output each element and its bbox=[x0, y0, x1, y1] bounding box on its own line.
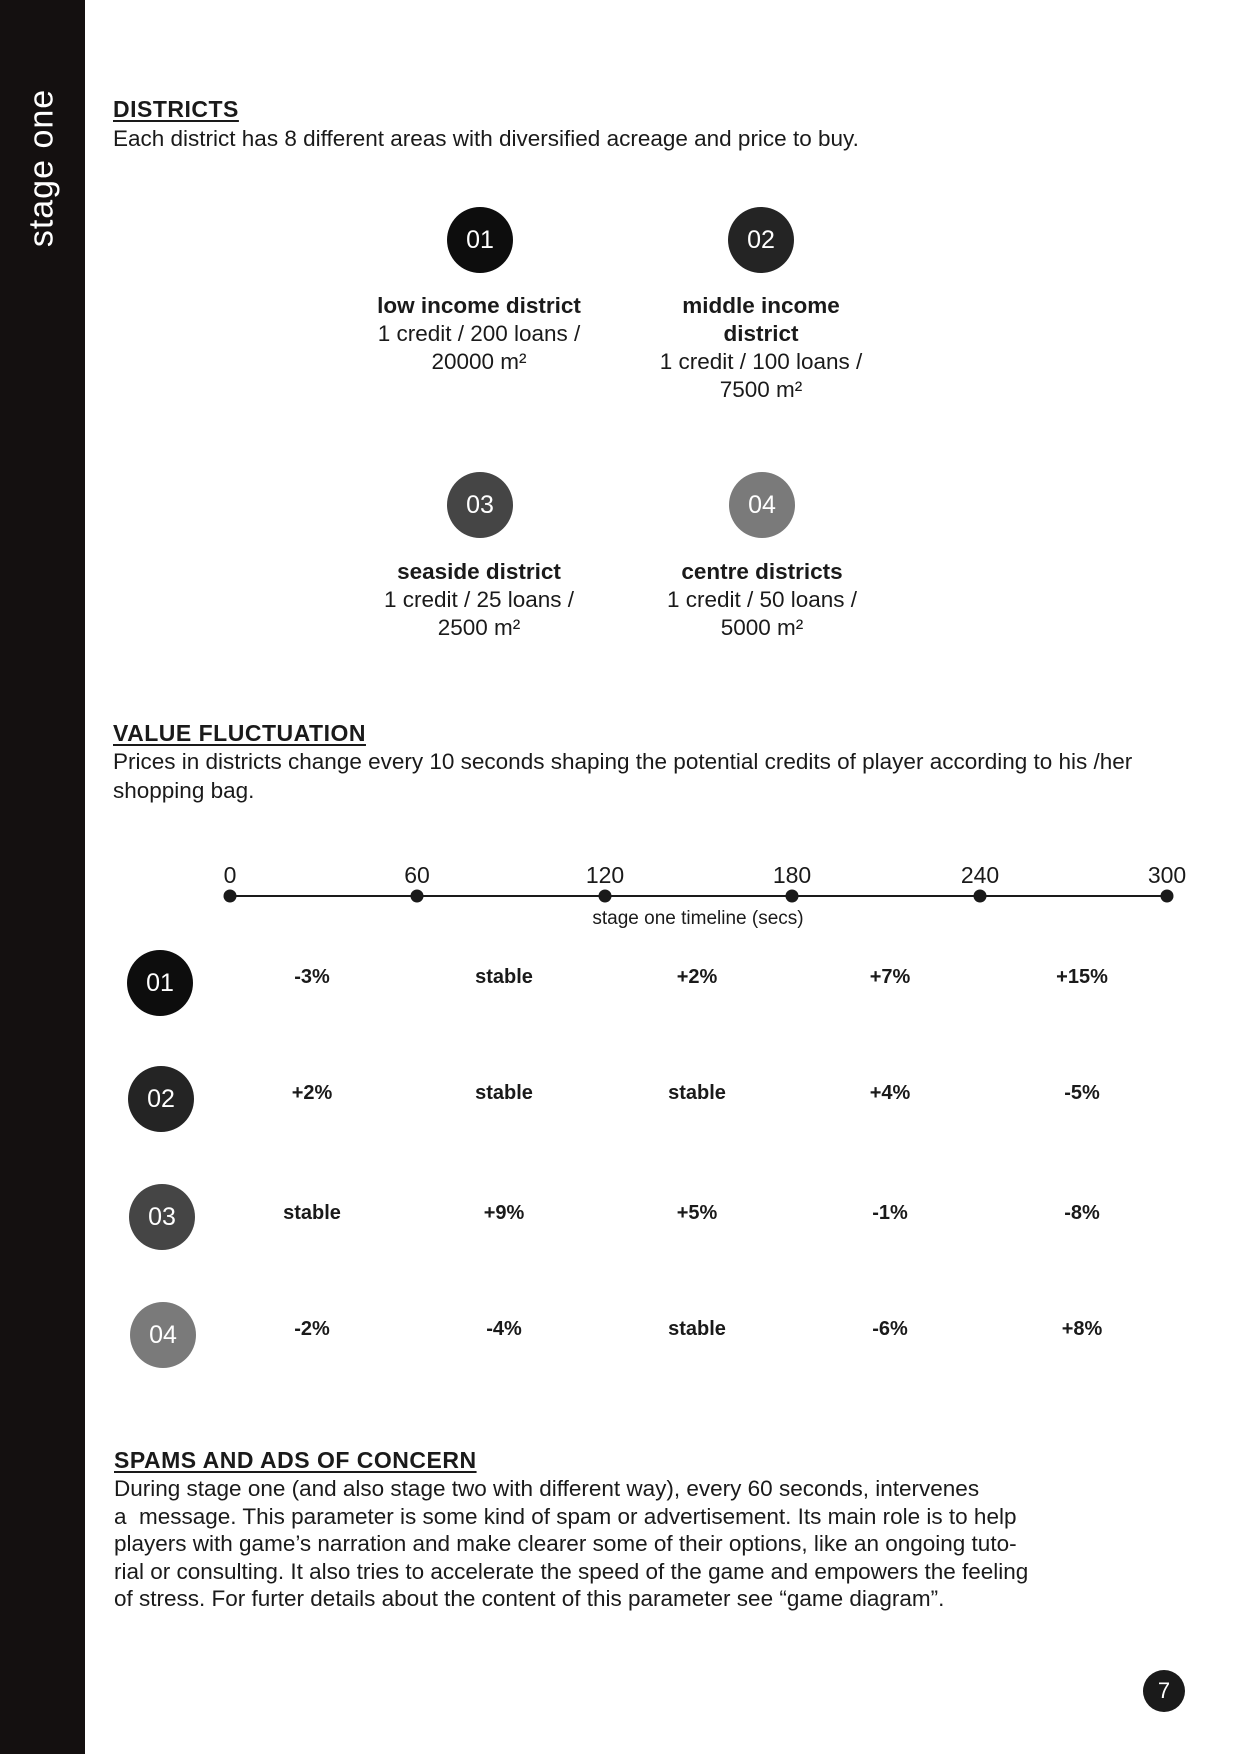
page-number: 7 bbox=[1143, 1670, 1185, 1712]
fluctuation-cell: +5% bbox=[676, 1202, 718, 1224]
district-badge-04: 04 bbox=[729, 472, 795, 538]
fluctuation-cell: stable bbox=[668, 1318, 726, 1340]
fluctuation-cell: -8% bbox=[1064, 1202, 1100, 1224]
district-price: 1 credit / 50 loans / bbox=[666, 587, 858, 612]
district-name: low income district bbox=[377, 293, 581, 318]
district-area: 5000 m² bbox=[720, 615, 804, 640]
district-price: 1 credit / 25 loans / bbox=[383, 587, 575, 612]
timeline-tick bbox=[974, 890, 987, 903]
district-name: seaside district bbox=[397, 559, 561, 584]
timeline-tick bbox=[599, 890, 612, 903]
district-card-01 bbox=[354, 292, 604, 376]
timeline-tick bbox=[411, 890, 424, 903]
fluctuation-cell: +2% bbox=[676, 966, 718, 988]
fluctuation-cell: -6% bbox=[872, 1318, 908, 1340]
spams-line: rial or consulting. It also tries to accelerate the speed of the game and empowers the feeling bbox=[114, 1558, 1029, 1584]
spams-line: During stage one (and also stage two with different way), every 60 seconds, intervenes bbox=[114, 1476, 980, 1501]
fluctuation-cell: +7% bbox=[869, 966, 911, 988]
timeline-tick-label: 120 bbox=[585, 862, 625, 888]
spams-line: of stress. For furter details about the content of this parameter see “game diagram”. bbox=[114, 1586, 945, 1611]
fluctuation-cell: stable bbox=[668, 1082, 726, 1104]
timeline-tick-label: 180 bbox=[772, 862, 812, 888]
district-area: 7500 m² bbox=[719, 377, 803, 402]
timeline-caption: stage one timeline (secs) bbox=[592, 908, 804, 929]
sidebar-label: stage one bbox=[22, 88, 61, 248]
district-price: 1 credit / 100 loans / bbox=[659, 349, 863, 374]
district-card-02 bbox=[636, 292, 886, 404]
spams-paragraph bbox=[114, 1475, 1184, 1613]
fluctuation-cell: -4% bbox=[486, 1318, 522, 1340]
timeline-axis bbox=[230, 895, 1167, 897]
spams-line: a message. This parameter is some kind of spam or advertisement. Its main role is to help bbox=[114, 1503, 1017, 1529]
fluctuation-cell: +2% bbox=[291, 1082, 333, 1104]
timeline-tick-label: 60 bbox=[404, 862, 430, 888]
district-badge-02: 02 bbox=[728, 207, 794, 273]
district-card-04 bbox=[637, 558, 887, 642]
district-name: middle income district bbox=[682, 293, 840, 346]
districts-title: DISTRICTS bbox=[113, 96, 239, 122]
timeline-tick-label: 0 bbox=[223, 862, 237, 888]
fluctuation-intro: Prices in districts change every 10 seconds shaping the potential credits of player according to his /her shopping bag. bbox=[113, 749, 1133, 803]
fluctuation-cell: stable bbox=[475, 1082, 533, 1104]
district-price: 1 credit / 200 loans / bbox=[377, 321, 581, 346]
fluctuation-cell: -3% bbox=[294, 966, 330, 988]
fluctuation-cell: +15% bbox=[1056, 966, 1108, 988]
fluctuation-cell: -5% bbox=[1064, 1082, 1100, 1104]
fluctuation-cell: stable bbox=[475, 966, 533, 988]
fluctuation-cell: +9% bbox=[483, 1202, 525, 1224]
district-area: 20000 m² bbox=[431, 349, 527, 374]
fluctuation-cell: +8% bbox=[1061, 1318, 1103, 1340]
fluctuation-title: VALUE FLUCTUATION bbox=[113, 720, 366, 746]
spams-line: players with game’s narration and make clearer some of their options, like an ongoing tuto- bbox=[114, 1531, 1017, 1556]
timeline-tick-label: 240 bbox=[960, 862, 1000, 888]
fluctuation-cell: stable bbox=[283, 1202, 341, 1224]
row-badge-02: 02 bbox=[128, 1066, 194, 1132]
district-name: centre districts bbox=[681, 559, 843, 584]
spams-title: SPAMS AND ADS OF CONCERN bbox=[114, 1447, 477, 1473]
district-badge-01: 01 bbox=[447, 207, 513, 273]
row-badge-03: 03 bbox=[129, 1184, 195, 1250]
timeline-tick bbox=[786, 890, 799, 903]
district-card-03 bbox=[354, 558, 604, 642]
sidebar bbox=[0, 0, 85, 1754]
district-badge-03: 03 bbox=[447, 472, 513, 538]
row-badge-01: 01 bbox=[127, 950, 193, 1016]
timeline-tick-label: 300 bbox=[1147, 862, 1187, 888]
fluctuation-cell: +4% bbox=[869, 1082, 911, 1104]
row-badge-04: 04 bbox=[130, 1302, 196, 1368]
district-area: 2500 m² bbox=[437, 615, 521, 640]
fluctuation-cell: -2% bbox=[294, 1318, 330, 1340]
timeline-tick bbox=[224, 890, 237, 903]
districts-intro: Each district has 8 different areas with diversified acreage and price to buy. bbox=[113, 126, 859, 151]
fluctuation-cell: -1% bbox=[872, 1202, 908, 1224]
timeline-tick bbox=[1161, 890, 1174, 903]
